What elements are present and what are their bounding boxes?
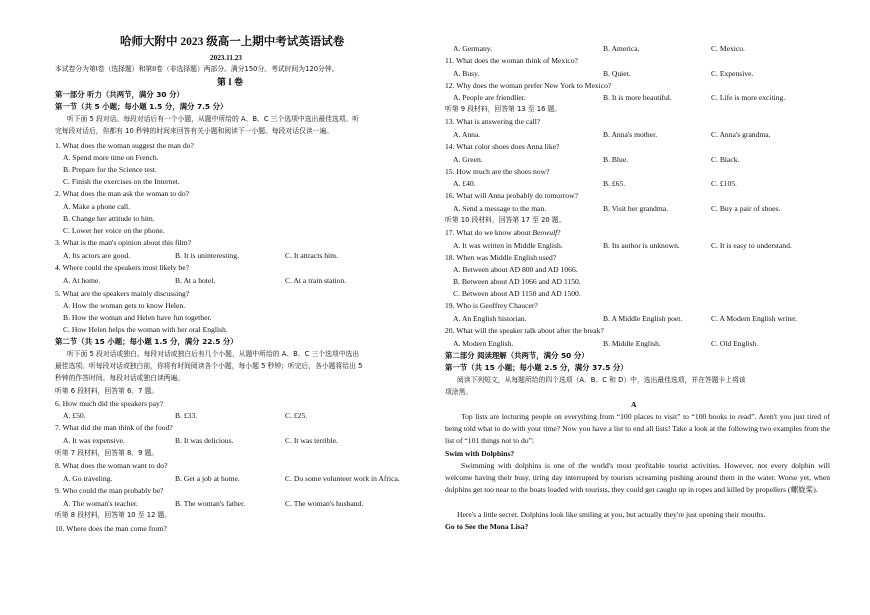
q4-option-a: A. At home. <box>63 276 101 285</box>
question-6: 6. How much did the speakers pay? <box>55 399 164 408</box>
q10-option-c: C. Mexico. <box>711 44 745 53</box>
intro-text: 本试卷分为第I卷（选择题）和第II卷（非选择题）两部分。满分150分。考试时间为120分钟。 <box>55 65 339 73</box>
q11-option-c: C. Expensive. <box>711 69 754 78</box>
question-10: 10. Where does the man come from? <box>55 524 167 533</box>
q7-option-a: A. It was expensive. <box>63 436 125 445</box>
note-material-8: 听第 8 段材料，回答第 10 至 12 题。 <box>55 511 172 519</box>
q1-option-b: B. Prepare for the Science test. <box>63 165 157 174</box>
q2-option-b: B. Change her attitude to him. <box>63 214 155 223</box>
q17-option-a: A. It was written in Middle English. <box>453 241 563 250</box>
part2-section1-title: 第一节（共 15 小题；每小题 2.5 分，满分 37.5 分） <box>445 363 628 372</box>
question-4: 4. Where could the speakers most likely be? <box>55 263 189 272</box>
q17-title-italic: Beowulf <box>532 228 558 237</box>
q11-option-b: B. Quiet. <box>603 69 631 78</box>
q8-option-a: A. Go traveling. <box>63 474 113 483</box>
q1-option-a: A. Spend more time on French. <box>63 153 159 162</box>
section2-title: 第二节（共 15 小题；每小题 1.5 分，满分 22.5 分） <box>55 337 238 346</box>
passage-letter: A <box>631 400 637 409</box>
section1-title: 第一节（共 5 小题；每小题 1.5 分，满分 7.5 分） <box>55 102 228 111</box>
passage-paragraph-2: Swimming with dolphins is one of the world's most profitable tourist activities. However, not every dolphin will welcome having their busy, tiring day interrupted by tourists screaming pushing around them in the water. Worse yet, when dolphins get too near to the boats loaded with tourists, they could get caught up in ropes and killed by propellers (螺旋桨). <box>445 461 830 494</box>
question-2: 2. What does the man ask the woman to do? <box>55 189 189 198</box>
exam-date: 2023.11.23 <box>210 54 242 62</box>
passage-paragraph-1: Top lists are lecturing people on everything from “100 places to visit” to “100 books to read”. Aren't you just tired of being told what to do with your time? Now you have a list to end all lists! Take a look at the following two examples from the list of “101 things not to do”: <box>445 412 830 445</box>
question-16: 16. What will Anna probably do tomorrow? <box>445 191 578 200</box>
q15-option-c: C. £105. <box>711 179 737 188</box>
note-material-9: 听第 9 段材料，回答第 13 至 16 题。 <box>445 105 562 113</box>
question-17 <box>445 227 561 238</box>
q2-option-c: C. Lower her voice on the phone. <box>63 226 165 235</box>
q9-option-c: C. The woman's husband. <box>285 499 364 508</box>
q4-option-b: B. At a hotel. <box>175 276 216 285</box>
note-material-10: 听第 10 段材料，回答第 17 至 20 题。 <box>445 216 566 224</box>
q19-option-b: B. A Middle English poet. <box>603 314 683 323</box>
q5-option-b: B. How the woman and Helen have fun together. <box>63 313 212 322</box>
note-material-6: 听第 6 段材料，回答第 6、7 题。 <box>55 387 159 395</box>
section2-instructions-3: 秒钟的作答时间。每段对话或独白读两遍。 <box>55 374 185 382</box>
question-8: 8. What does the woman want to do? <box>55 461 168 470</box>
q19-option-c: C. A Modern English writer. <box>711 314 798 323</box>
q14-option-a: A. Green. <box>453 155 483 164</box>
part1-title: 第一部分 听力（共两节，满分 30 分） <box>55 90 184 99</box>
q12-option-a: A. People are friendlier. <box>453 93 526 102</box>
q17-option-b: B. Its author is unknown. <box>603 241 680 250</box>
q8-option-b: B. Get a job at home. <box>175 474 240 483</box>
q7-option-b: B. It was delicious. <box>175 436 234 445</box>
part2-instructions-1: 阅读下列短文，从每题所给的四个选项（A、B、C 和 D）中，选出最佳选项，并在答题卡上将该 <box>457 376 746 384</box>
q20-option-b: B. Middle English. <box>603 339 661 348</box>
question-13: 13. What is answering the call? <box>445 117 541 126</box>
note-material-7: 听第 7 段材料，回答第 8、9 题。 <box>55 449 159 457</box>
q8-option-c: C. Do some volunteer work in Africa. <box>285 474 400 483</box>
q20-option-c: C. Old English. <box>711 339 759 348</box>
q9-option-b: B. The woman's father. <box>175 499 246 508</box>
question-11: 11. What does the woman think of Mexico? <box>445 56 578 65</box>
passage-heading-2: Go to See the Mona Lisa? <box>445 522 529 531</box>
exam-title: 哈师大附中 2023 级高一上期中考试英语试卷 <box>120 36 345 48</box>
question-5: 5. What are the speakers mainly discussing? <box>55 289 190 298</box>
q13-option-c: C. Anna's grandma. <box>711 130 771 139</box>
q16-option-c: C. Buy a pair of shoes. <box>711 204 781 213</box>
q4-option-c: C. At a train station. <box>285 276 347 285</box>
q9-option-a: A. The woman's teacher. <box>63 499 138 508</box>
q6-option-c: C. £25. <box>285 411 308 420</box>
q15-option-b: B. £65. <box>603 179 626 188</box>
q13-option-a: A. Anna. <box>453 130 481 139</box>
q2-option-a: A. Make a phone call. <box>63 202 131 211</box>
q1-option-c: C. Finish the exercises on the Internet. <box>63 177 180 186</box>
section1-instructions-2: 完每段对话后，你都有 10 秒钟的时间来回答有关小题和阅读下一小题。每段对话仅读一遍。 <box>55 127 334 135</box>
q17-end: ? <box>557 228 561 237</box>
part2-title: 第二部分 阅读理解（共两节，满分 50 分） <box>445 351 589 360</box>
q14-option-b: B. Blue. <box>603 155 629 164</box>
q12-option-b: B. It is more beautiful. <box>603 93 672 102</box>
q13-option-b: B. Anna's mother. <box>603 130 658 139</box>
q20-option-a: A. Modern English. <box>453 339 514 348</box>
q3-option-b: B. It is uninteresting. <box>175 251 239 260</box>
q16-option-a: A. Send a message to the man. <box>453 204 547 213</box>
question-15: 15. How much are the shoes now? <box>445 167 550 176</box>
q18-option-c: C. Between about AD 1150 and AD 1500. <box>453 289 581 298</box>
q12-option-c: C. Life is more exciting. <box>711 93 786 102</box>
question-20: 20. What will the speaker talk about after the break? <box>445 326 604 335</box>
q11-option-a: A. Busy. <box>453 69 480 78</box>
q18-option-b: B. Between about AD 1066 and AD 1150. <box>453 277 581 286</box>
section1-instructions-1: 听下面 5 段对话。每段对话后有一个小题，从题中所给的 A、B、C 三个选项中选出最佳选项。听 <box>67 115 360 123</box>
part2-instructions-2: 项涂黑。 <box>445 388 473 396</box>
question-14: 14. What color shoes does Anna like? <box>445 142 560 151</box>
question-19: 19. Who is Geoffrey Chaucer? <box>445 301 538 310</box>
section2-instructions-2: 最佳选项。听每段对话或独白前，你将有时间阅读各个小题，每小题 5 秒钟；听完后，各小题将给出 5 <box>55 362 363 370</box>
q15-option-a: A. £40. <box>453 179 476 188</box>
q19-option-a: A. An English historian. <box>453 314 527 323</box>
q10-option-b: B. America. <box>603 44 640 53</box>
q3-option-c: C. It attracts him. <box>285 251 338 260</box>
question-12: 12. Why does the woman prefer New York to Mexico? <box>445 81 612 90</box>
q6-option-a: A. £50. <box>63 411 86 420</box>
q5-option-a: A. How the woman gets to know Helen. <box>63 301 186 310</box>
question-1: 1. What does the woman suggest the man do? <box>55 141 194 150</box>
question-18: 18. When was Middle English used? <box>445 253 557 262</box>
q10-option-a: A. Germany. <box>453 44 492 53</box>
question-3: 3. What is the man's opinion about this film? <box>55 238 192 247</box>
q14-option-c: C. Black. <box>711 155 740 164</box>
q17-option-c: C. It is easy to understand. <box>711 241 792 250</box>
question-9: 9. Who could the man probably be? <box>55 486 164 495</box>
passage-heading-1: Swim with Dolphins? <box>445 449 515 458</box>
q5-option-c: C. How Helen helps the woman with her oral English. <box>63 325 228 334</box>
q16-option-b: B. Visit her grandma. <box>603 204 668 213</box>
passage-paragraph-3: Here's a little secret. Dolphins look like smiling at you, but actually they're just opening their mouths. <box>457 510 766 519</box>
section2-instructions-1: 听下面 5 段对话或独白。每段对话或独白后有几个小题，从题中所给的 A、B、C 三个选项中选出 <box>67 350 360 358</box>
volume-heading: 第 I 卷 <box>217 77 244 87</box>
question-7: 7. What did the man think of the food? <box>55 423 173 432</box>
q18-option-a: A. Between about AD 800 and AD 1066. <box>453 265 578 274</box>
q7-option-c: C. It was terrible. <box>285 436 338 445</box>
q17-text: 17. What do we know about <box>445 228 531 237</box>
q3-option-a: A. Its actors are good. <box>63 251 131 260</box>
q6-option-b: B. £33. <box>175 411 198 420</box>
